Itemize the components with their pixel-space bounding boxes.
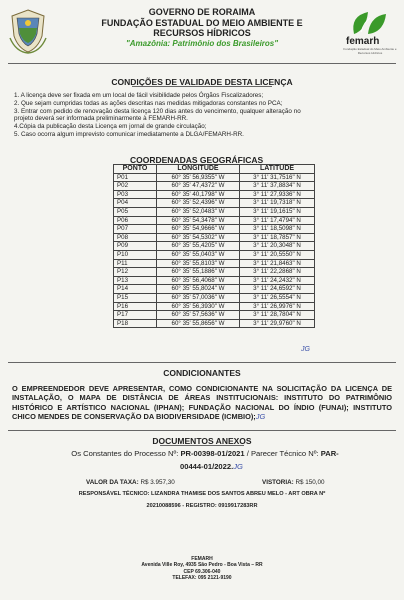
cell-longitude: 60° 35' 55,0403" W [157, 250, 240, 259]
documents-title: DOCUMENTOS ANEXOS [152, 436, 252, 446]
vistoria-value: R$ 150,00 [295, 479, 325, 486]
cell-latitude: 3° 11' 17,4794" N [240, 216, 315, 225]
cell-longitude: 60° 35' 52,0483" W [157, 207, 240, 216]
conditions-initials-mark: JG [255, 412, 266, 422]
parecer-number-start: PAR- [320, 449, 339, 458]
cell-point: P17 [114, 311, 157, 320]
table-row [114, 268, 315, 277]
cell-latitude: 3° 11' 31,7516" N [240, 173, 315, 182]
cell-longitude: 60° 35' 57,5636" W [157, 311, 240, 320]
cell-point: P14 [114, 285, 157, 294]
cell-latitude: 3° 11' 26,9976" N [240, 302, 315, 311]
femarh-logo-subtitle: Fundação Estadual do Meio Ambiente e Recursos Hídricos [343, 47, 397, 55]
fee-vistoria [262, 479, 325, 486]
header-government: GOVERNO DE RORAIMA [148, 7, 256, 17]
table-row [114, 233, 315, 242]
header-resources: RECURSOS HÍDRICOS [153, 28, 251, 38]
validity-item: projeto deverá ser informada preliminarmente à FEMARH-RR. [14, 115, 188, 123]
cell-point: P01 [114, 173, 157, 182]
parecer-number-end: 00444-01/2022. [180, 462, 234, 471]
cell-latitude: 3° 11' 28,7804" N [240, 311, 315, 320]
table-row [114, 250, 315, 259]
footer-cep: CEP 69.306-040 [183, 568, 221, 575]
documents-process-line [10, 449, 400, 458]
table-row [114, 276, 315, 285]
table-row [114, 319, 315, 328]
cell-point: P06 [114, 216, 157, 225]
table-row [114, 216, 315, 225]
cell-point: P04 [114, 199, 157, 208]
cell-longitude: 60° 35' 54,3478" W [157, 216, 240, 225]
cell-longitude: 60° 35' 40,1798" W [157, 190, 240, 199]
cell-longitude: 60° 35' 56,9355" W [157, 173, 240, 182]
table-row [114, 293, 315, 302]
column-header-latitude: LATITUDE [240, 165, 315, 174]
footer-org: FEMARH [191, 556, 213, 562]
table-row [114, 182, 315, 191]
footer [0, 556, 404, 582]
cell-latitude: 3° 11' 21,8463" N [240, 259, 315, 268]
coordinates-title: COORDENADAS GEOGRÁFICAS [130, 155, 264, 165]
cell-latitude: 3° 11' 18,7857" N [240, 233, 315, 242]
cell-latitude: 3° 11' 20,3048" N [240, 242, 315, 251]
validity-item: 2. Que sejam cumpridas todas as ações descritas nas medidas mitigadoras constantes no PCA; [14, 99, 283, 107]
table-row [114, 285, 315, 294]
cell-point: P07 [114, 225, 157, 234]
cell-point: P13 [114, 276, 157, 285]
cell-longitude: 60° 35' 52,4396" W [157, 199, 240, 208]
cell-point: P12 [114, 268, 157, 277]
process-number: PR-00398-01/2021 [180, 449, 245, 458]
table-row [114, 225, 315, 234]
cell-longitude: 60° 35' 56,4068" W [157, 276, 240, 285]
process-label: Os Constantes do Processo Nº: [71, 449, 181, 458]
cell-latitude: 3° 11' 24,6592" N [240, 285, 315, 294]
header-divider [8, 63, 396, 64]
cell-point: P03 [114, 190, 157, 199]
cell-longitude: 60° 35' 55,1886" W [157, 268, 240, 277]
documents-title-underline [160, 445, 244, 446]
cell-longitude: 60° 35' 47,4372" W [157, 182, 240, 191]
validity-item: 3. Entrar com pedido de renovação desta licença 120 dias antes do vencimento, qualquer alteração no [14, 107, 301, 115]
fee-taxa [86, 479, 175, 486]
cell-latitude: 3° 11' 24,2432" N [240, 276, 315, 285]
cell-point: P15 [114, 293, 157, 302]
cell-point: P18 [114, 319, 157, 328]
table-row [114, 207, 315, 216]
table-row [114, 190, 315, 199]
responsible-technician: RESPONSÁVEL TÉCNICO: LIZANDRA THAMISE DOS SANTOS ABREU MELO - ART OBRA Nº [78, 491, 326, 497]
cell-latitude: 3° 11' 22,2868" N [240, 268, 315, 277]
state-coat-of-arms-icon [8, 8, 48, 54]
validity-title-underline [132, 86, 272, 87]
column-header-point: PONTO [114, 165, 157, 174]
table-row [114, 173, 315, 182]
coordinates-table [113, 164, 315, 328]
cell-point: P16 [114, 302, 157, 311]
cell-longitude: 60° 35' 55,8656" W [157, 319, 240, 328]
cell-longitude: 60° 35' 54,5302" W [157, 233, 240, 242]
table-header-row [114, 165, 315, 174]
cell-latitude: 3° 11' 20,5550" N [240, 250, 315, 259]
cell-longitude: 60° 35' 55,4205" W [157, 242, 240, 251]
footer-phone: TELEFAX: 095 2121-9190 [172, 575, 232, 582]
responsible-registration: 20210088596 - REGISTRO: 0919917283RR [146, 503, 258, 509]
table-initials-mark: JG [301, 346, 310, 353]
cell-longitude: 60° 35' 55,8103" W [157, 259, 240, 268]
header-tagline: "Amazônia: Patrimônio dos Brasileiros" [125, 39, 279, 48]
conditions-title: CONDICIONANTES [163, 368, 241, 378]
cell-latitude: 3° 11' 29,9760" N [240, 319, 315, 328]
table-row [114, 311, 315, 320]
validity-item: 5. Caso ocorra algum imprevisto comunicar imediatamente a DLGA/FEMARH-RR. [14, 130, 244, 138]
table-row [114, 242, 315, 251]
documents-initials-mark: JG [233, 462, 243, 471]
cell-latitude: 3° 11' 27,9336" N [240, 190, 315, 199]
taxa-label: VALOR DA TAXA: [86, 479, 141, 486]
cell-point: P09 [114, 242, 157, 251]
column-header-longitude: LONGITUDE [157, 165, 240, 174]
cell-latitude: 3° 11' 19,1615" N [240, 207, 315, 216]
validity-list [14, 92, 396, 139]
cell-point: P02 [114, 182, 157, 191]
validity-item: 4.Cópia da publicação desta Licença em jornal de grande circulação; [14, 123, 207, 131]
cell-longitude: 60° 35' 56,3930" W [157, 302, 240, 311]
coordinates-table-body [114, 173, 315, 328]
table-row [114, 302, 315, 311]
table-row [114, 259, 315, 268]
cell-point: P08 [114, 233, 157, 242]
conditions-body: O EMPREENDEDOR DEVE APRESENTAR, COMO CONDICIONANTE NA SOLICITAÇÃO DA LICENÇA DE INSTALAÇÃO, O MAPA DE DISTÂNCIA DE ÁREAS INSTITUCIONAIS: INSTITUTO DO PATRIMÔNIO HISTÓRICO E ARTÍSTICO NACIONAL (IPHAN); FUNDAÇÃO NACIONAL DO ÍNDIO (FUNAI); INSTITUTO CHICO MENDES DE CONSERVAÇÃO DA BIODIVERSIDADE (ICMBIO); [12, 384, 392, 422]
cell-longitude: 60° 35' 54,9666" W [157, 225, 240, 234]
validity-item: 1. A licença deve ser fixada em um local de fácil visibilidade pelos Órgãos Fiscalizadores; [14, 92, 264, 99]
conditions-divider [8, 430, 396, 431]
vistoria-label: VISTORIA: [262, 479, 296, 486]
cell-point: P11 [114, 259, 157, 268]
coordinates-divider [8, 362, 396, 363]
cell-latitude: 3° 11' 37,8834" N [240, 182, 315, 191]
table-row [114, 199, 315, 208]
taxa-value: R$ 3.957,30 [140, 479, 175, 486]
cell-latitude: 3° 11' 26,5554" N [240, 293, 315, 302]
cell-latitude: 3° 11' 18,5098" N [240, 225, 315, 234]
cell-latitude: 3° 11' 19,7318" N [240, 199, 315, 208]
validity-title: CONDIÇÕES DE VALIDADE DESTA LICENÇA [111, 77, 293, 87]
cell-point: P10 [114, 250, 157, 259]
conditions-text [12, 384, 392, 422]
documents-parecer-line [180, 462, 243, 471]
parecer-label: / Parecer Técnico Nº: [244, 449, 321, 458]
cell-longitude: 60° 35' 57,0036" W [157, 293, 240, 302]
cell-point: P05 [114, 207, 157, 216]
femarh-logo-text: femarh [346, 36, 380, 47]
footer-address: Avenida Ville Roy, 4935 São Pedro - Boa Vista – RR [141, 562, 263, 569]
header-foundation: FUNDAÇÃO ESTADUAL DO MEIO AMBIENTE E [101, 18, 303, 28]
cell-longitude: 60° 35' 55,8024" W [157, 285, 240, 294]
document-header [0, 6, 404, 58]
